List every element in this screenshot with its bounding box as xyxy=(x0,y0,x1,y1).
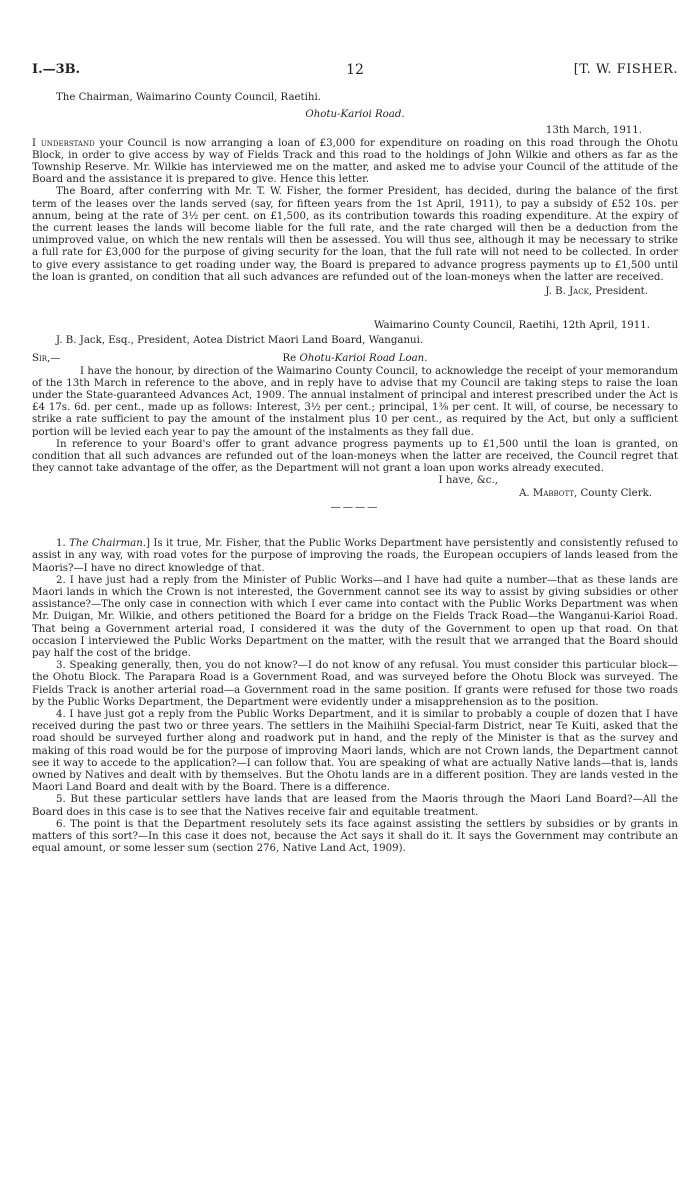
header-left: I.—3B. xyxy=(32,62,81,77)
letter1-subject: Ohotu-Karioi Road. xyxy=(305,109,405,121)
letter2-re: Re Ohotu-Karioi Road Loan. xyxy=(282,352,428,364)
document-body xyxy=(32,62,678,855)
letter2-signature: A. Mabbott, County Clerk. xyxy=(519,487,652,499)
header-right: [T. W. FISHER. xyxy=(573,62,678,77)
letter1-date: 13th March, 1911. xyxy=(545,125,642,137)
letter2-salutation: Sir,— xyxy=(32,352,61,364)
letter2-paragraph-1: I have the honour, by direction of the Waimarino County Council, to acknowledge the receipt of your memorandum of the 13th March in reference to the above, and in reply have to advise that my Council are taking steps to raise the loan under the State-guaranteed Advances Act, 1909. The annual instalment of principal and interest prescribed under the Act is £4 17s. 6d. per cent., made up as follows: Interest, 3½ per cent.; principal, 1⅜ per cent. It will, of course, be necessary to strike a rate sufficient to pay the amount of the instalment plus 10 per cent., as required by the Act, but only a sufficient portion will be levied each year to pay the amount of the instalments as they fall due. xyxy=(32,365,678,438)
letter1-lead: I understand xyxy=(32,137,95,149)
letter1-paragraph-2: The Board, after conferring with Mr. T. W. Fisher, the former President, has decided, during the balance of the first term of the leases over the lands served (say, for fifteen years from the 1st April, 1911), to pay a subsidy of £52 10s. per annum, being at the rate of 3½ per cent. on £1,500, as its contribution towards this roading expenditure. At the expiry of the current leases the lands will become liable for the full rate, and the rate charged will then be a deduction from the unimproved value, on which the new rentals will then be assessed. You will thus see, although it may be necessary to strike a full rate for £3,000 for the purpose of giving security for the loan, that the full rate will not need to be collected. In order to give every assistance to get roading under way, the Board is prepared to advance progress payments up to £1,500 until the loan is granted, on condition that all such advances are refunded out of the loan-moneys when the latter are received. xyxy=(32,186,678,283)
page-number: 12 xyxy=(346,62,364,78)
letter2-paragraph-2: In reference to your Board's offer to grant advance progress payments up to £1,500 until the loan is granted, on condition that all such advances are refunded out of the loan-moneys when the latter are received, the Council regret that they cannot take advantage of the offer, as the Department will not grant a loan upon works already executed. xyxy=(32,438,678,475)
evidence-q1: 1. The Chairman.] Is it true, Mr. Fisher, that the Public Works Department have persistently and consistently refused to assist in any way, with road votes for the purpose of improving the roads, the European occupiers of lands leased from the Maoris?—I have no direct knowledge of that. xyxy=(32,538,678,574)
evidence-q2: 2. I have just had a reply from the Minister of Public Works—and I have had quite a number—that as these lands are Maori lands in which the Crown is not interested, the Government cannot see its way to assist by giving subsidies or other assistance?—The only case in connection with which I ever came into contact with the Public Works Department was when Mr. Duigan, Mr. Wilkie, and others petitioned the Board for a bridge on the Fields Track Road—the Wanganui-Karioi Road. That being a Government arterial road, I considered it was the duty of the Government to open up that road. On that occasion I interviewed the Public Works Department on the matter, with the result that we arranged that the Board should pay half the cost of the bridge. xyxy=(32,574,678,659)
evidence-q3: 3. Speaking generally, then, you do not know?—I do not know of any refusal. You must consider this particular block—the Ohotu Block. The Parapara Road is a Government Road, and was surveyed before the Ohotu Block was surveyed. The Fields Track is another arterial road—a Government road in the same position. If grants were refused for those two roads by the Public Works Department, the Department were evidently under a misapprehension as to the position. xyxy=(32,660,678,708)
letter2-addressee: J. B. Jack, Esq., President, Aotea District Maori Land Board, Wanganui. xyxy=(56,335,424,347)
letter2-dateline: Waimarino County Council, Raetihi, 12th April, 1911. xyxy=(373,320,650,332)
separator: ———— xyxy=(330,501,380,513)
letter1-signature: J. B. Jack, President. xyxy=(545,286,648,298)
letter2-salutation-line xyxy=(32,353,678,366)
letter1-addressee: The Chairman, Waimarino County Council, Raetihi. xyxy=(56,92,321,103)
letter1-paragraph-1: I understand your Council is now arranging a loan of £3,000 for expenditure on roading on this road through the Ohotu Block, in order to give access by way of Fields Track and this road to the holdings of John Wilkie and others as far as the Township Reserve. Mr. Wilkie has interviewed me on the matter, and asked me to advise your Council of the attitude of the Board and the assistance it is prepared to give. Hence this letter. xyxy=(32,137,679,186)
evidence-q4: 4. I have just got a reply from the Public Works Department, and it is similar to probably a couple of dozen that I have received during the past two or three years. The settlers in the Maihiihi Special-farm District, near Te Kuiti, asked that the road should be surveyed further along and roadwork put in hand, and the reply of the Minister is that as the survey and making of this road would be for the purpose of improving Maori lands, which are not Crown lands, the Department cannot see it way to accede to the application?—I can follow that. You are speaking of what are actually Native lands—that is, lands owned by Natives and dealt with by themselves. But the Ohotu lands are in a different position. They are lands vested in the Maori Land Board and dealt with by the Board. There is a difference. xyxy=(32,708,678,794)
letter2-closing: I have, &c., xyxy=(438,475,498,487)
evidence-q6: 6. The point is that the Department resolutely sets its face against assisting the settlers by subsidies or by grants in matters of this sort?—In this case it does not, because the Act says it shall do it. It says the Government may contribute an equal amount, or some lesser sum (section 276, Native Land Act, 1909). xyxy=(32,818,678,855)
evidence-q5: 5. But these particular settlers have lands that are leased from the Maoris through the Maori Land Board?—All the Board does in this case is to see that the Natives receive fair and equitable treatment. xyxy=(32,794,678,818)
